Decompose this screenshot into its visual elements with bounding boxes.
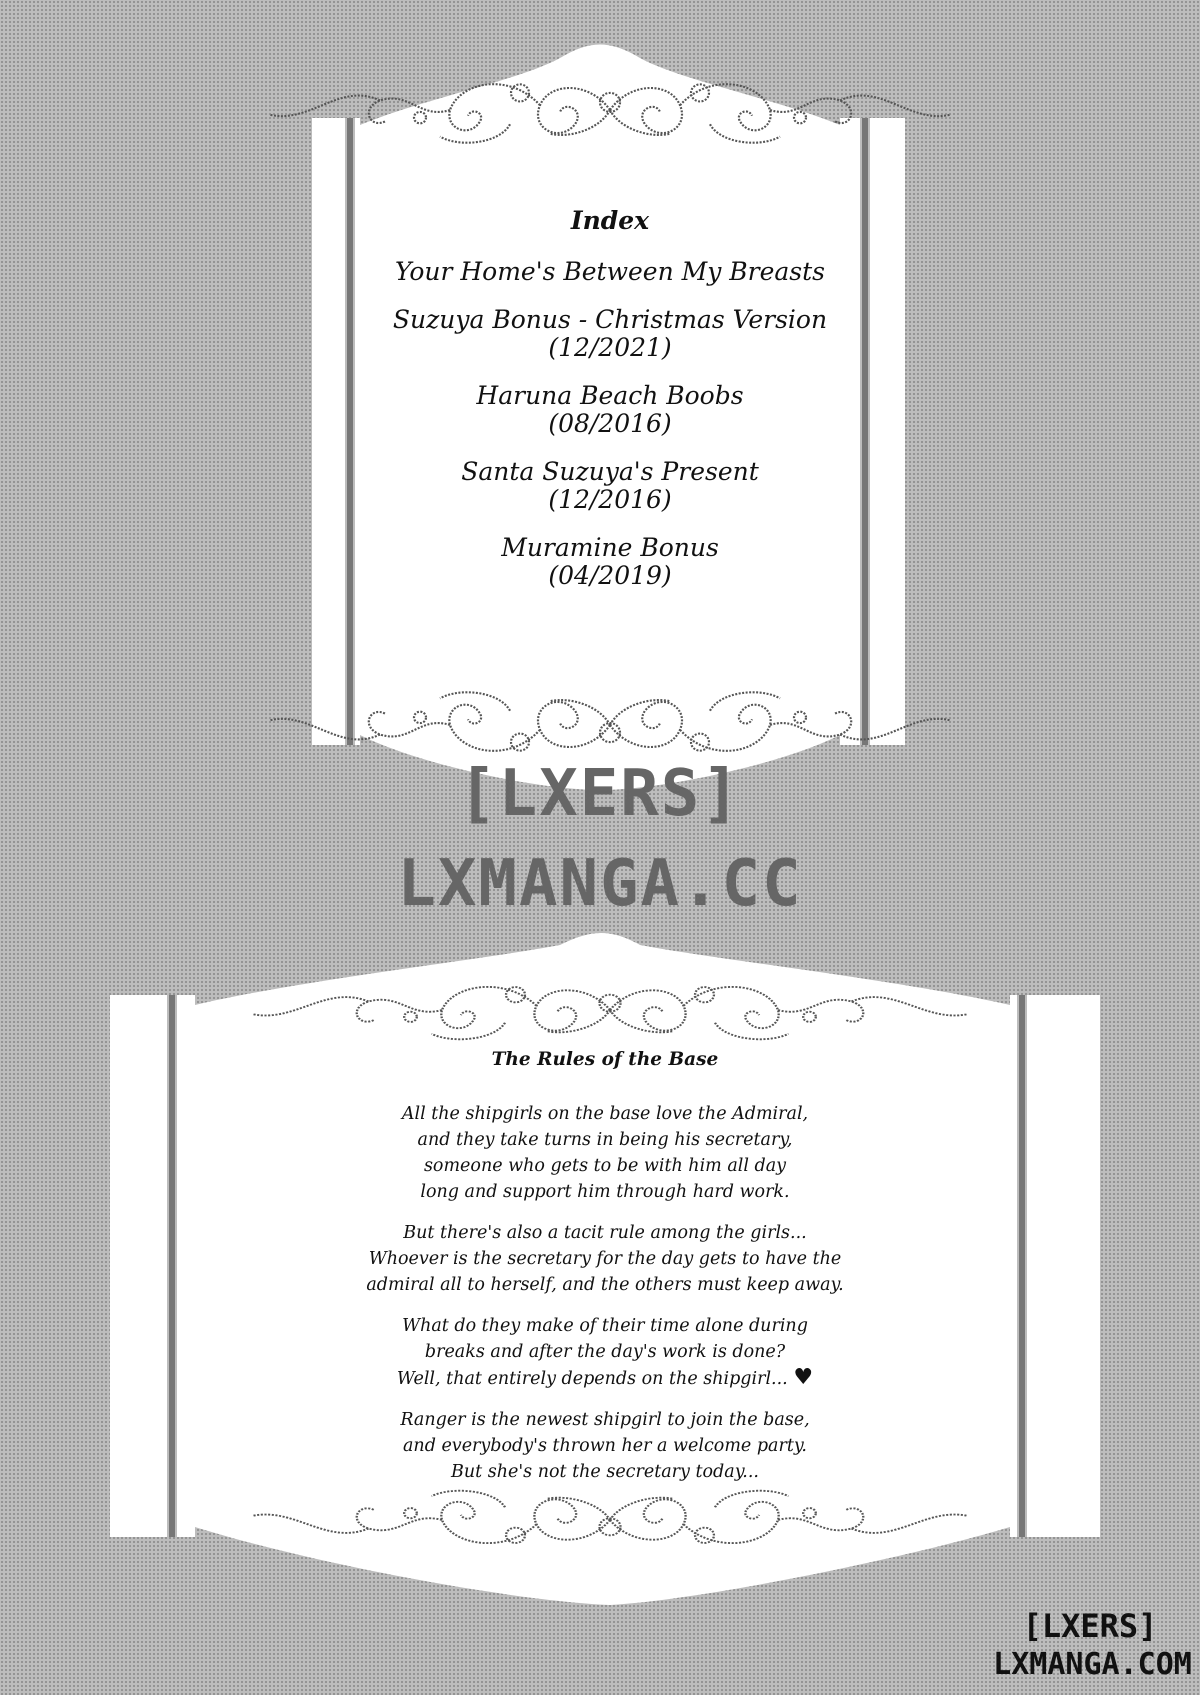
index-entry-title: Haruna Beach Boobs <box>476 381 744 410</box>
index-entry-title: Suzuya Bonus - Christmas Version <box>392 305 828 334</box>
rules-line: Ranger is the newest shipgirl to join the base, <box>400 1410 810 1430</box>
rules-paragraph <box>280 1407 930 1485</box>
rules-line: All the shipgirls on the base love the Admiral, <box>401 1104 809 1124</box>
corner-watermark-site: LXMANGA.COM <box>993 1647 1192 1682</box>
index-entry <box>370 458 850 514</box>
rules-panel <box>280 1047 930 1500</box>
rules-line: Whoever is the secretary for the day gets to have the <box>368 1249 842 1269</box>
watermark-site: LXMANGA.CC <box>397 847 803 921</box>
rules-paragraph <box>280 1313 930 1392</box>
rules-line-with-heart <box>280 1365 930 1392</box>
index-entry <box>370 258 850 286</box>
rules-line: admiral all to herself, and the others must keep away. <box>366 1275 844 1295</box>
index-entry-date: (12/2021) <box>548 333 672 362</box>
rules-line: and everybody's thrown her a welcome party. <box>402 1436 807 1456</box>
index-entry-date: (08/2016) <box>548 409 672 438</box>
index-panel <box>370 205 850 610</box>
watermark-group: [LXERS] <box>458 757 742 831</box>
rules-line: But there's also a tacit rule among the girls... <box>403 1223 807 1243</box>
index-entry <box>370 382 850 438</box>
heart-icon: ♥ <box>793 1365 814 1390</box>
index-entry-title: Muramine Bonus <box>501 533 719 562</box>
rules-line: and they take turns in being his secretary, <box>417 1130 793 1150</box>
rules-line: someone who gets to be with him all day <box>423 1156 787 1176</box>
rules-line-text: Well, that entirely depends on the shipgirl... <box>396 1369 788 1389</box>
index-entry-date: (12/2016) <box>548 485 672 514</box>
rules-line: But she's not the secretary today... <box>451 1462 759 1482</box>
corner-watermark-group: [LXERS] <box>1022 1607 1158 1645</box>
rules-paragraph <box>280 1220 930 1298</box>
index-entry <box>370 306 850 362</box>
rules-line: long and support him through hard work. <box>420 1182 790 1202</box>
index-heading: Index <box>570 206 650 235</box>
index-entry-title: Santa Suzuya's Present <box>461 457 759 486</box>
index-entry-title: Your Home's Between My Breasts <box>394 257 826 286</box>
index-entry-date: (04/2019) <box>548 561 672 590</box>
rules-paragraph <box>280 1101 930 1205</box>
rules-heading: The Rules of the Base <box>491 1049 719 1070</box>
index-entry <box>370 534 850 590</box>
rules-line: breaks and after the day's work is done? <box>424 1342 786 1362</box>
rules-line: What do they make of their time alone during <box>402 1316 808 1336</box>
